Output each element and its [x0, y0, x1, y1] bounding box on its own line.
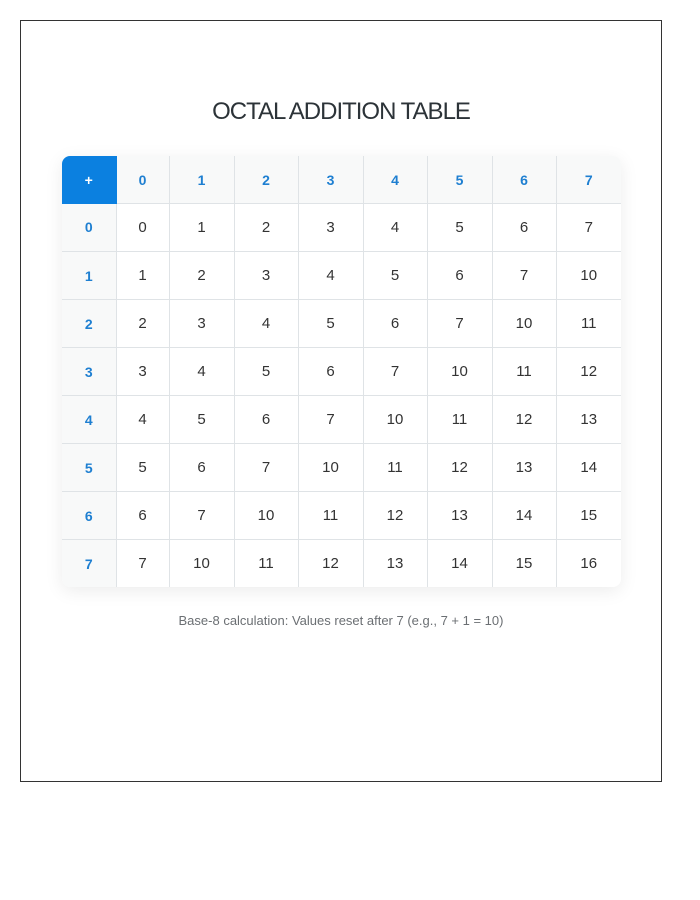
table-cell: 11	[298, 492, 363, 540]
corner-plus-cell: +	[62, 156, 116, 204]
page-title: OCTAL ADDITION TABLE	[212, 98, 470, 125]
column-header: 5	[427, 156, 492, 204]
table-cell: 10	[234, 492, 298, 540]
table-cell: 10	[427, 348, 492, 396]
table-cell: 10	[298, 444, 363, 492]
footnote: Base-8 calculation: Values reset after 7 (e.g., 7 + 1 = 10)	[178, 613, 504, 628]
table-cell: 2	[234, 204, 298, 252]
table-cell: 16	[556, 540, 621, 588]
table-row	[62, 348, 621, 396]
column-header: 4	[363, 156, 427, 204]
table-cell: 6	[234, 396, 298, 444]
column-header: 1	[169, 156, 234, 204]
header-row	[62, 156, 621, 204]
row-header: 2	[62, 300, 116, 348]
table-cell: 10	[492, 300, 556, 348]
table-cell: 0	[116, 204, 169, 252]
column-header: 2	[234, 156, 298, 204]
table-cell: 3	[234, 252, 298, 300]
column-header: 7	[556, 156, 621, 204]
table-cell: 12	[363, 492, 427, 540]
octal-addition-table	[62, 156, 621, 587]
table-cell: 6	[492, 204, 556, 252]
table-cell: 6	[116, 492, 169, 540]
row-header: 3	[62, 348, 116, 396]
table-cell: 5	[427, 204, 492, 252]
table-row	[62, 444, 621, 492]
table-cell: 12	[427, 444, 492, 492]
table-row	[62, 396, 621, 444]
table-cell: 7	[116, 540, 169, 588]
table-cell: 11	[427, 396, 492, 444]
table-row	[62, 204, 621, 252]
table-cell: 6	[169, 444, 234, 492]
column-header: 6	[492, 156, 556, 204]
table-cell: 7	[363, 348, 427, 396]
table-cell: 5	[169, 396, 234, 444]
table-cell: 4	[116, 396, 169, 444]
table-cell: 13	[492, 444, 556, 492]
table-cell: 6	[427, 252, 492, 300]
table-cell: 5	[298, 300, 363, 348]
table-cell: 7	[427, 300, 492, 348]
table-cell: 4	[234, 300, 298, 348]
table-cell: 7	[298, 396, 363, 444]
column-header: 0	[116, 156, 169, 204]
page-frame	[20, 20, 662, 782]
table-cell: 4	[169, 348, 234, 396]
table-cell: 3	[169, 300, 234, 348]
row-header: 4	[62, 396, 116, 444]
table-cell: 4	[298, 252, 363, 300]
table-cell: 2	[169, 252, 234, 300]
table-cell: 7	[556, 204, 621, 252]
table-cell: 7	[492, 252, 556, 300]
table-cell: 13	[427, 492, 492, 540]
table-cell: 5	[234, 348, 298, 396]
row-header: 1	[62, 252, 116, 300]
table-cell: 6	[298, 348, 363, 396]
table-cell: 7	[169, 492, 234, 540]
table-cell: 2	[116, 300, 169, 348]
addition-table-container	[62, 156, 621, 587]
table-row	[62, 252, 621, 300]
table-cell: 14	[492, 492, 556, 540]
table-cell: 15	[492, 540, 556, 588]
table-cell: 12	[298, 540, 363, 588]
table-cell: 12	[492, 396, 556, 444]
row-header: 5	[62, 444, 116, 492]
table-cell: 5	[363, 252, 427, 300]
table-cell: 10	[556, 252, 621, 300]
table-cell: 7	[234, 444, 298, 492]
table-cell: 1	[169, 204, 234, 252]
table-row	[62, 540, 621, 588]
table-cell: 10	[363, 396, 427, 444]
table-cell: 6	[363, 300, 427, 348]
table-cell: 11	[234, 540, 298, 588]
table-cell: 3	[116, 348, 169, 396]
row-header: 7	[62, 540, 116, 588]
row-header: 0	[62, 204, 116, 252]
column-header: 3	[298, 156, 363, 204]
table-cell: 3	[298, 204, 363, 252]
table-cell: 1	[116, 252, 169, 300]
table-cell: 5	[116, 444, 169, 492]
table-cell: 15	[556, 492, 621, 540]
table-cell: 14	[427, 540, 492, 588]
table-cell: 12	[556, 348, 621, 396]
table-row	[62, 300, 621, 348]
table-cell: 11	[363, 444, 427, 492]
table-cell: 14	[556, 444, 621, 492]
table-row	[62, 492, 621, 540]
row-header: 6	[62, 492, 116, 540]
table-cell: 13	[556, 396, 621, 444]
table-cell: 10	[169, 540, 234, 588]
table-cell: 11	[556, 300, 621, 348]
table-cell: 13	[363, 540, 427, 588]
table-cell: 4	[363, 204, 427, 252]
table-cell: 11	[492, 348, 556, 396]
